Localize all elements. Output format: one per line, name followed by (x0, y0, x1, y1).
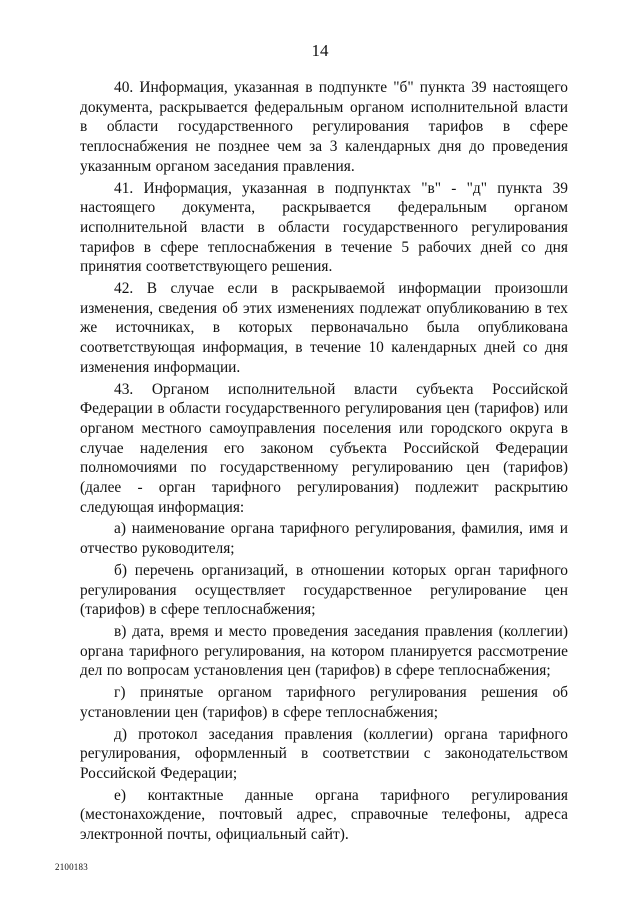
list-item-e: е) контактные данные органа тарифного регулирования (местонахождение, почтовый адрес, справочные телефоны, адреса электронной почты, официальный сайт). (80, 786, 568, 844)
paragraph-42: 42. В случае если в раскрываемой информации произошли изменения, сведения об этих изменениях подлежат опубликованию в тех же источниках, в которых первоначально была опубликована соответствующая информация, в течение 10 календарных дней со дня изменения информации. (80, 280, 568, 376)
list-item-a: а) наименование органа тарифного регулирования, фамилия, имя и отчество руководителя; (80, 520, 568, 558)
page-number: 14 (311, 41, 329, 60)
list-item-g: г) принятые органом тарифного регулирования решения об установлении цен (тарифов) в сфере теплоснабжения; (80, 684, 568, 721)
list-item-b: б) перечень организаций, в отношении которых орган тарифного регулирования осуществляет государственное регулирование цен (тарифов) в сфере теплоснабжения; (80, 561, 568, 619)
list-item-v: в) дата, время и место проведения заседания правления (коллегии) органа тарифного регулирования, на котором планируется рассмотрение дел по вопросам установления цен (тарифов) в сфере теплоснабжения; (80, 622, 568, 680)
paragraph-43: 43. Органом исполнительной власти субъекта Российской Федерации в области государственного регулирования цен (тарифов) или органом местного самоуправления поселения или городского округа в случае наделения его законом субъекта Российской Федерации полномочиями по государственному регулированию цен (тарифов) (далее - орган тарифного регулирования) подлежит раскрытию следующая информация: (80, 380, 568, 516)
list-item-d: д) протокол заседания правления (коллегии) органа тарифного регулирования, оформленный в соответствии с законодательством Российской Федерации; (80, 725, 568, 782)
footer-code: 2100183 (55, 862, 88, 872)
document-body (80, 78, 568, 845)
paragraph-41: 41. Информация, указанная в подпунктах "в" - "д" пункта 39 настоящего документа, раскрывается федеральным органом исполнительной власти в области государственного регулирования тарифов в сфере теплоснабжения в течение 5 рабочих дней со дня принятия соответствующего решения. (80, 179, 568, 276)
paragraph-40: 40. Информация, указанная в подпункте "б" пункта 39 настоящего документа, раскрывается федеральным органом исполнительной власти в области государственного регулирования тарифов в сфере теплоснабжения не позднее чем за 3 календарных дня до проведения указанным органом заседания правления. (80, 79, 568, 175)
